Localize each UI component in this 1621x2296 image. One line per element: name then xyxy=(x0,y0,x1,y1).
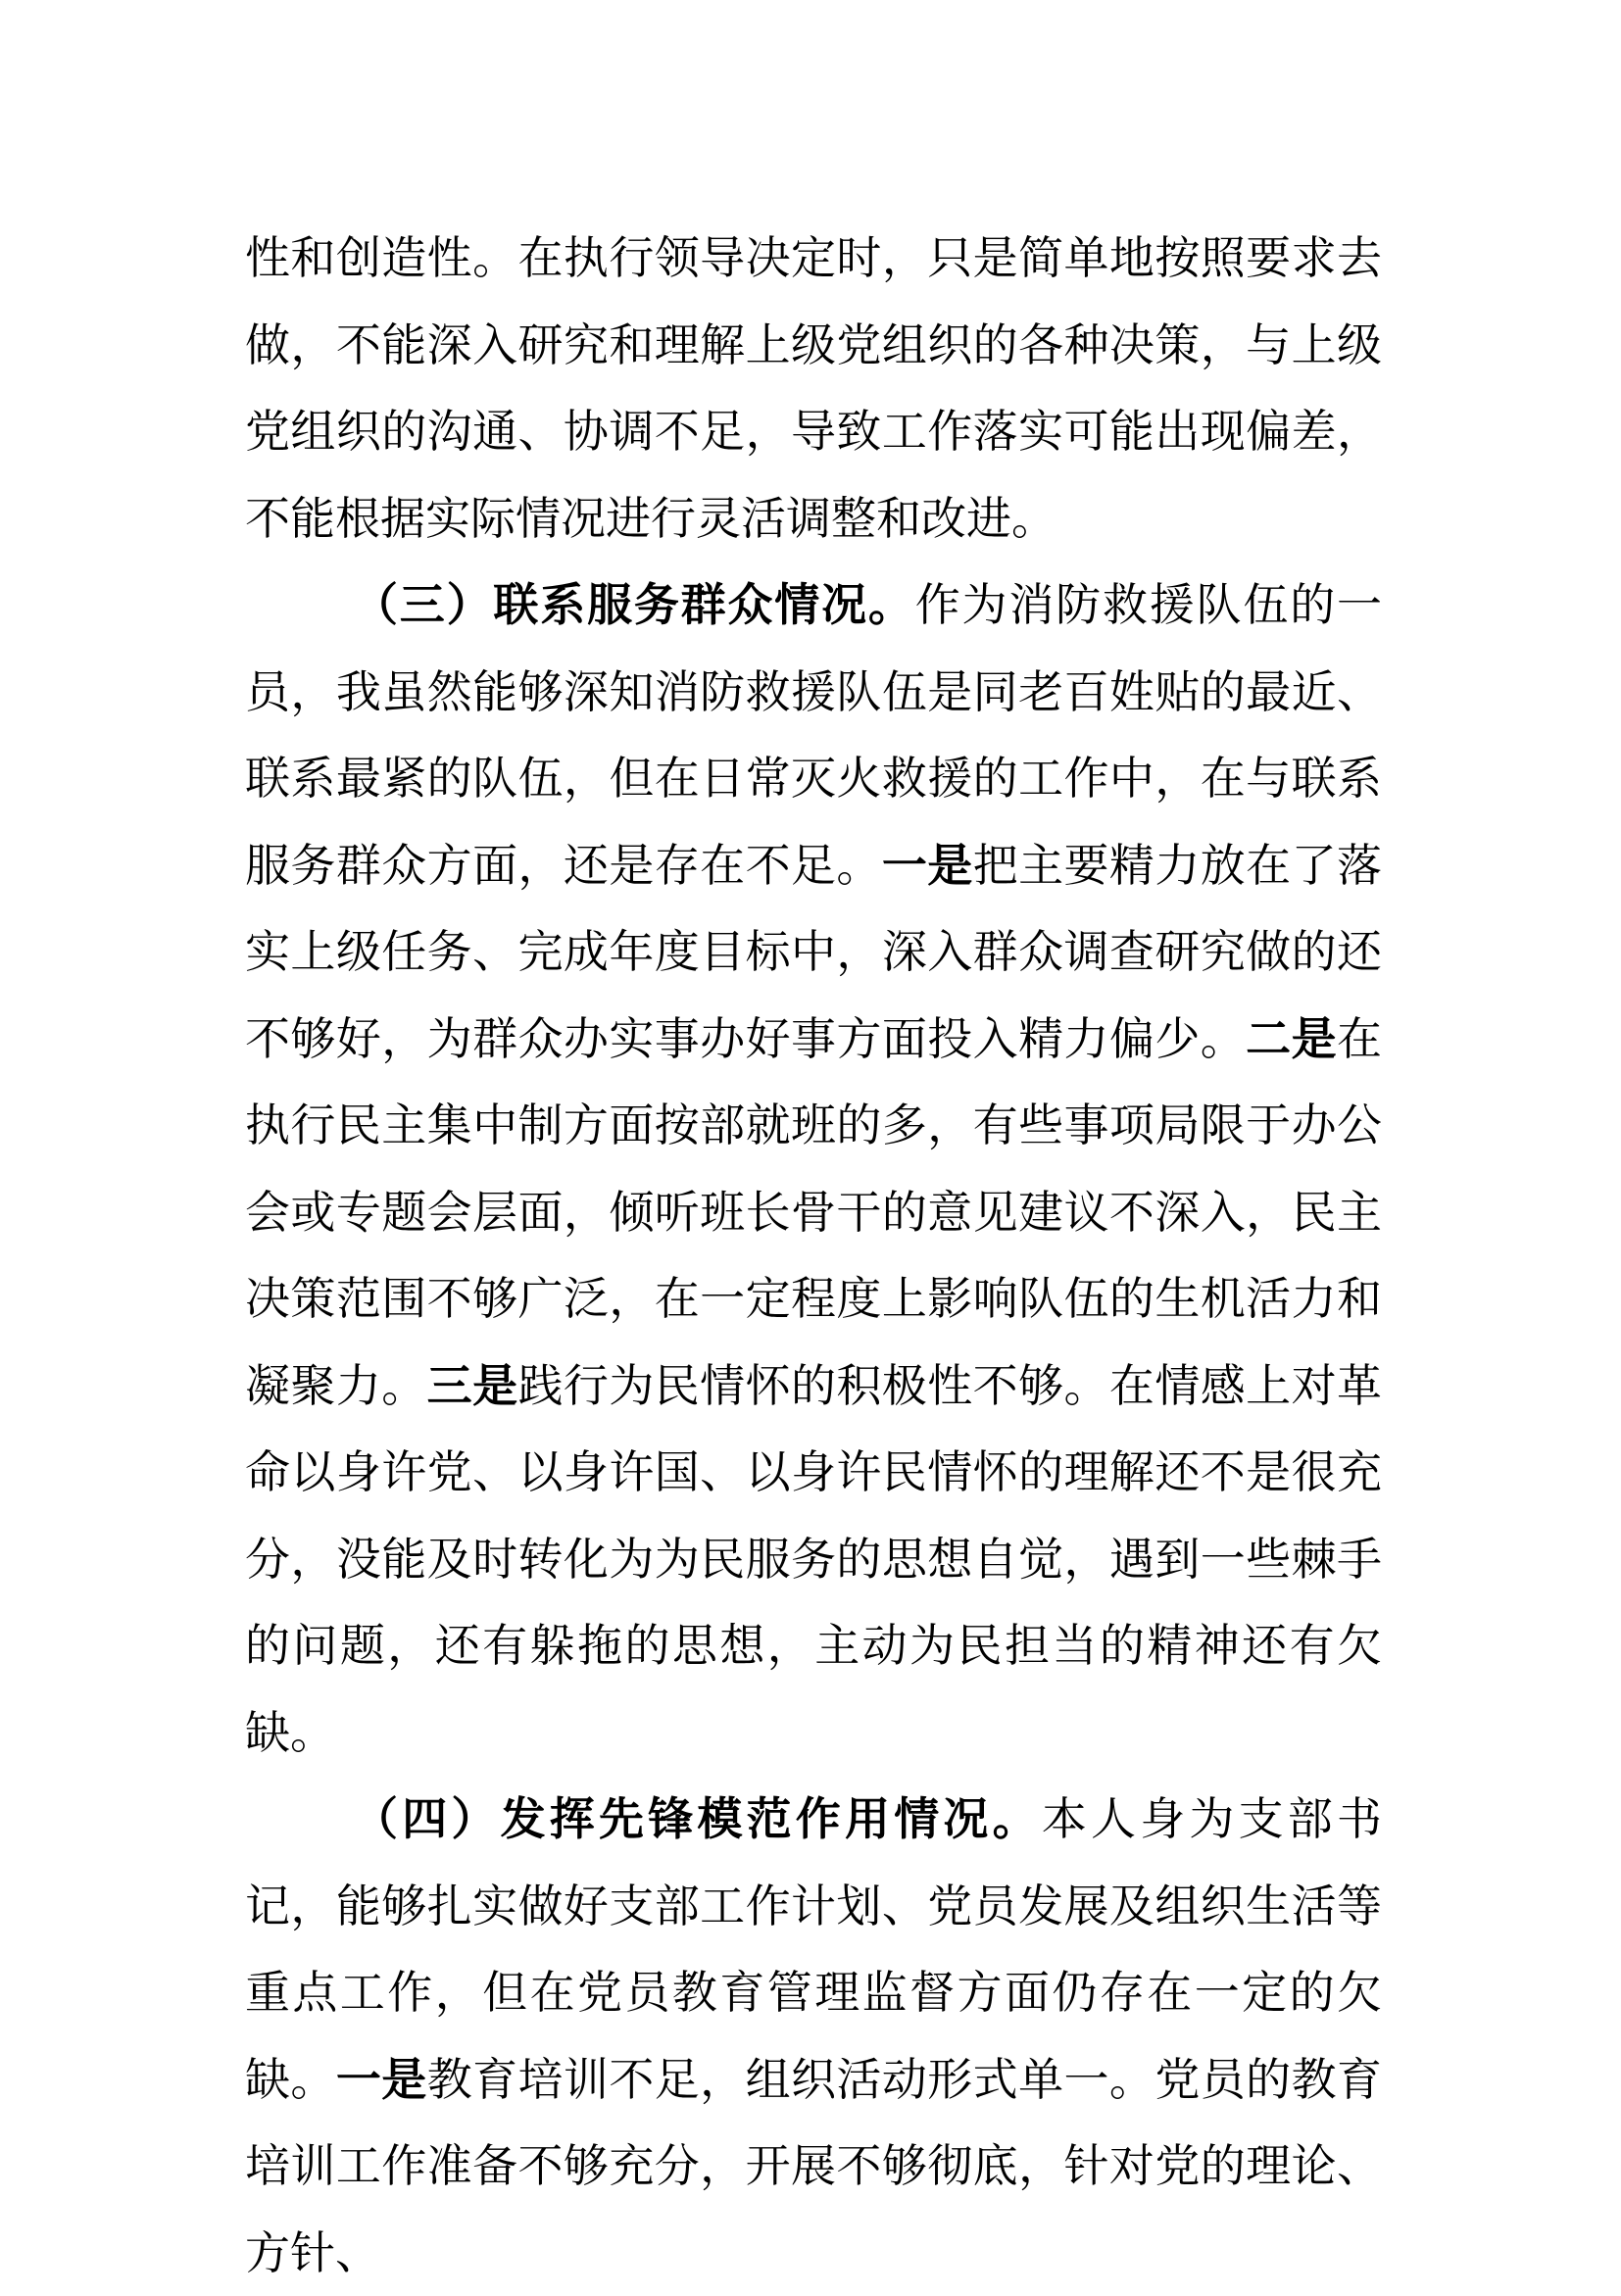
item-marker-3: 三是 xyxy=(426,1358,518,1412)
item-text-1: 教育培训不足，组织活动形式单一。党员的教育培训工作准备不够充分，开展不够彻底，针对党的理论、方针、 xyxy=(245,2052,1383,2279)
section-heading-3: （三）联系服务群众情况。 xyxy=(353,578,915,631)
section-intro: 本人身为支部书记，能够扎实做好支部工作计划、党员发展及组织生活等重点工作，但在党员教育管理监督方面仍存在一定的欠缺。 xyxy=(245,1792,1383,2106)
item-marker-2: 二是 xyxy=(1246,1011,1338,1065)
section-heading-4: （四）发挥先锋模范作用情况。 xyxy=(353,1792,1042,1845)
paragraph-section-3 xyxy=(245,562,1382,1776)
item-text-2: 在执行民主集中制方面按部就班的多，有些事项局限于办公会或专题会层面，倾听班长骨干的意见建议不深入，民主决策范围不够广泛，在一定程度上影响队伍的生机活力和凝聚力。 xyxy=(245,1011,1383,1412)
paragraph-text: 性和创造性。在执行领导决定时，只是简单地按照要求去做，不能深入研究和理解上级党组织的各种决策，与上级党组织的沟通、协调不足，导致工作落实可能出现偏差，不能根据实际情况进行灵活调整和改进。 xyxy=(245,231,1382,545)
item-marker-1: 一是 xyxy=(335,2052,427,2106)
section-intro: 作为消防救援队伍的一员，我虽然能够深知消防救援队伍是同老百姓贴的最近、联系最紧的队伍，但在日常灭火救援的工作中，在与联系服务群众方面，还是存在不足。 xyxy=(245,578,1383,892)
document-body xyxy=(245,215,1382,2296)
item-marker-1: 一是 xyxy=(881,838,973,892)
paragraph-continuation xyxy=(245,215,1382,562)
paragraph-section-4 xyxy=(245,1776,1382,2296)
item-text-1: 把主要精力放在了落实上级任务、完成年度目标中，深入群众调查研究做的还不够好，为群众办实事办好事方面投入精力偏少。 xyxy=(245,838,1383,1065)
item-text-3: 践行为民情怀的积极性不够。在情感上对革命以身许党、以身许国、以身许民情怀的理解还不是很充分，没能及时转化为为民服务的思想自觉，遇到一些棘手的问题，还有躲拖的思想，主动为民担当的精神还有欠缺。 xyxy=(245,1358,1383,1759)
